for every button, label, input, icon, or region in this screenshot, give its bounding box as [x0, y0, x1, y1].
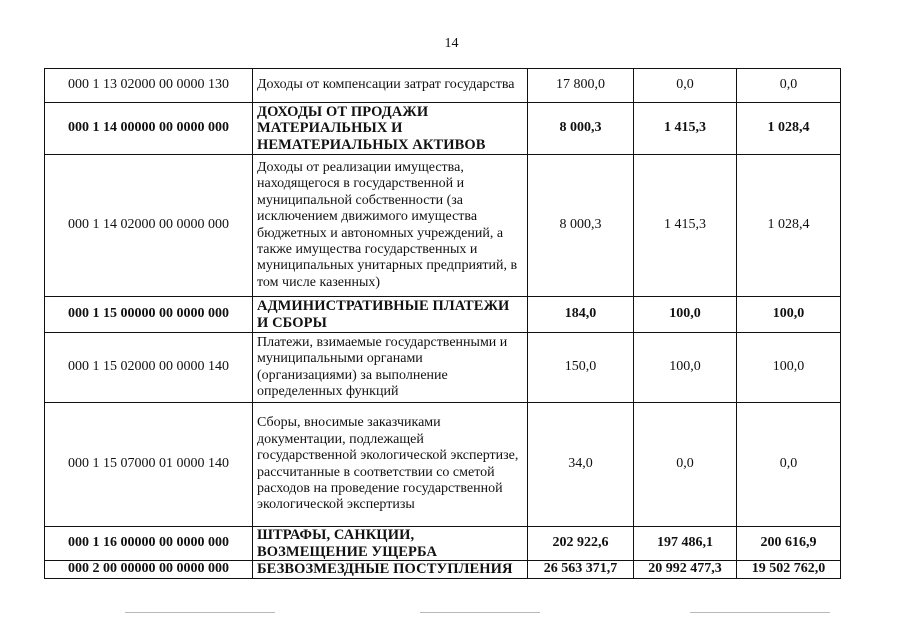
value-cell-2: 100,0 [634, 297, 737, 333]
value-cell-1: 17 800,0 [528, 69, 634, 103]
budget-code-cell: 000 1 15 00000 00 0000 000 [45, 297, 253, 333]
table-row [45, 561, 841, 579]
budget-code-cell: 000 2 00 00000 00 0000 000 [45, 561, 253, 579]
revenue-name-cell: БЕЗВОЗМЕЗДНЫЕ ПОСТУПЛЕНИЯ [253, 561, 528, 579]
value-cell-3: 100,0 [737, 297, 841, 333]
value-cell-2: 100,0 [634, 333, 737, 403]
value-cell-1: 150,0 [528, 333, 634, 403]
value-cell-1: 184,0 [528, 297, 634, 333]
table-row [45, 297, 841, 333]
budget-code-cell: 000 1 15 07000 01 0000 140 [45, 403, 253, 527]
value-cell-2: 1 415,3 [634, 155, 737, 297]
value-cell-2: 20 992 477,3 [634, 561, 737, 579]
table-row [45, 527, 841, 561]
budget-code-cell: 000 1 13 02000 00 0000 130 [45, 69, 253, 103]
budget-code-cell: 000 1 14 00000 00 0000 000 [45, 103, 253, 155]
value-cell-2: 197 486,1 [634, 527, 737, 561]
value-cell-1: 26 563 371,7 [528, 561, 634, 579]
value-cell-3: 1 028,4 [737, 103, 841, 155]
value-cell-3: 1 028,4 [737, 155, 841, 297]
value-cell-1: 34,0 [528, 403, 634, 527]
value-cell-3: 19 502 762,0 [737, 561, 841, 579]
table-row [45, 69, 841, 103]
value-cell-3: 0,0 [737, 69, 841, 103]
value-cell-3: 0,0 [737, 403, 841, 527]
page-number: 14 [444, 36, 459, 51]
value-cell-1: 8 000,3 [528, 155, 634, 297]
value-cell-1: 8 000,3 [528, 103, 634, 155]
value-cell-2: 0,0 [634, 403, 737, 527]
revenue-name-cell: Доходы от реализации имущества, находящегося в государственной и муниципальной собственности (за исключением движимого имущества бюджетных и автономных учреждений, а также имущества государственных и муниципальных унитарных предприятий, в том числе казенных) [253, 155, 528, 297]
table-row [45, 103, 841, 155]
value-cell-1: 202 922,6 [528, 527, 634, 561]
budget-code-cell: 000 1 16 00000 00 0000 000 [45, 527, 253, 561]
table-row [45, 403, 841, 527]
revenue-name-cell: Доходы от компенсации затрат государства [253, 69, 528, 103]
budget-code-cell: 000 1 14 02000 00 0000 000 [45, 155, 253, 297]
revenue-name-cell: Платежи, взимаемые государственными и муниципальными органами (организациями) за выполнение определенных функций [253, 333, 528, 403]
value-cell-3: 100,0 [737, 333, 841, 403]
scan-artifact-line [125, 612, 275, 613]
table-row [45, 155, 841, 297]
budget-code-cell: 000 1 15 02000 00 0000 140 [45, 333, 253, 403]
value-cell-2: 1 415,3 [634, 103, 737, 155]
revenue-name-cell: ШТРАФЫ, САНКЦИИ, ВОЗМЕЩЕНИЕ УЩЕРБА [253, 527, 528, 561]
revenue-name-cell: Сборы, вносимые заказчиками документации, подлежащей государственной экологической экспертизе, рассчитанные в соответствии со сметой расходов на проведение государственной экологической экспертизы [253, 403, 528, 527]
table-row [45, 333, 841, 403]
value-cell-2: 0,0 [634, 69, 737, 103]
scan-artifact-line [420, 612, 540, 613]
revenue-name-cell: АДМИНИСТРАТИВНЫЕ ПЛАТЕЖИ И СБОРЫ [253, 297, 528, 333]
revenue-name-cell: ДОХОДЫ ОТ ПРОДАЖИ МАТЕРИАЛЬНЫХ И НЕМАТЕРИАЛЬНЫХ АКТИВОВ [253, 103, 528, 155]
value-cell-3: 200 616,9 [737, 527, 841, 561]
scan-artifact-line [690, 612, 830, 613]
revenue-table [44, 68, 841, 579]
